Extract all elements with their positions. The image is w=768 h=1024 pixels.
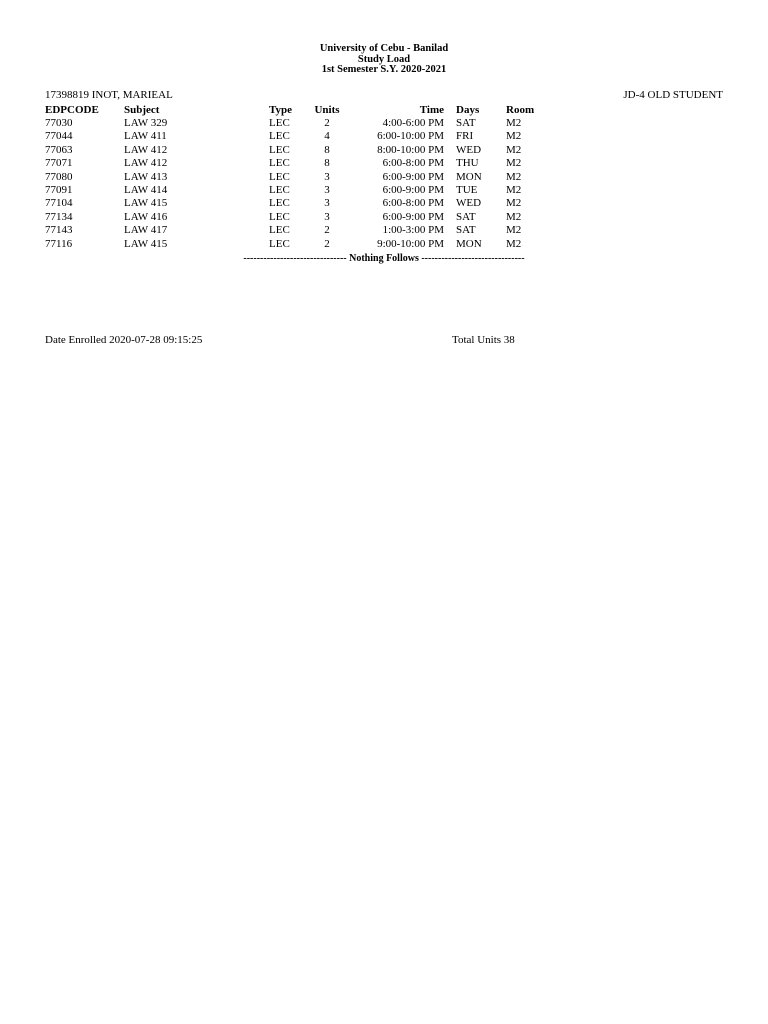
- cell-days: SAT: [456, 224, 476, 237]
- cell-gap: [444, 144, 456, 157]
- cell-gap: [444, 197, 456, 210]
- table-row: [45, 157, 546, 170]
- cell-subject: LAW 412: [124, 157, 168, 170]
- cell-subject: LAW 412: [124, 143, 168, 156]
- cell-subject: LAW 417: [124, 224, 168, 237]
- cell-type: LEC: [269, 237, 290, 250]
- cell-units: 3: [324, 210, 330, 223]
- table-row: [45, 171, 546, 184]
- cell-days: MON: [456, 237, 482, 250]
- cell-units: 2: [324, 117, 330, 129]
- cell-subject: LAW 415: [124, 237, 168, 250]
- cell-edpcode: 77091: [45, 184, 73, 197]
- cell-time: 8:00-10:00 PM: [377, 143, 444, 156]
- cell-gap: [444, 157, 456, 170]
- cell-room: M2: [506, 224, 522, 237]
- header-units: Units: [314, 104, 340, 116]
- cell-edpcode: 77143: [45, 224, 73, 237]
- cell-room: M2: [506, 143, 522, 156]
- cell-edpcode: 77030: [45, 117, 73, 129]
- header-days: Days: [456, 104, 480, 116]
- cell-gap: [444, 117, 456, 130]
- cell-gap: [444, 211, 456, 224]
- cell-room: M2: [506, 130, 522, 143]
- student-status: JD-4 OLD STUDENT: [623, 89, 723, 101]
- header-subject: Subject: [124, 104, 160, 116]
- cell-units: 2: [324, 237, 330, 250]
- table-row: [45, 224, 546, 237]
- cell-type: LEC: [269, 157, 290, 170]
- cell-time: 1:00-3:00 PM: [382, 224, 444, 237]
- cell-gap: [444, 184, 456, 197]
- cell-type: LEC: [269, 184, 290, 197]
- cell-gap: [444, 224, 456, 237]
- cell-days: WED: [456, 143, 482, 156]
- cell-room: M2: [506, 237, 522, 250]
- total-units: Total Units 38: [452, 334, 515, 346]
- table-row: [45, 130, 546, 143]
- study-load-table: [45, 103, 546, 251]
- cell-subject: LAW 329: [124, 117, 168, 129]
- cell-room: M2: [506, 184, 522, 197]
- cell-gap: [444, 171, 456, 184]
- cell-type: LEC: [269, 197, 290, 210]
- cell-type: LEC: [269, 117, 290, 129]
- cell-time: 6:00-9:00 PM: [382, 170, 444, 183]
- cell-edpcode: 77071: [45, 157, 73, 170]
- table-row: [45, 184, 546, 197]
- nothing-follows-line: ------------------------------- Nothing Follows -------------------------------: [243, 253, 525, 264]
- table-row: [45, 144, 546, 157]
- cell-days: SAT: [456, 210, 476, 223]
- cell-gap: [444, 238, 456, 251]
- cell-days: THU: [456, 157, 479, 170]
- header-edpcode: EDPCODE: [45, 104, 99, 116]
- cell-type: LEC: [269, 224, 290, 237]
- cell-room: M2: [506, 197, 522, 210]
- cell-time: 6:00-9:00 PM: [382, 210, 444, 223]
- cell-time: 4:00-6:00 PM: [382, 117, 444, 129]
- cell-units: 4: [324, 130, 330, 143]
- cell-units: 3: [324, 197, 330, 210]
- table-row: [45, 117, 546, 130]
- cell-subject: LAW 411: [124, 130, 167, 143]
- cell-edpcode: 77044: [45, 130, 73, 143]
- cell-edpcode: 77134: [45, 210, 73, 223]
- table-row: [45, 238, 546, 251]
- cell-time: 9:00-10:00 PM: [377, 237, 444, 250]
- document-title: Study Load: [357, 53, 411, 65]
- document-header: [0, 44, 768, 76]
- table-header-row: [45, 103, 546, 117]
- cell-edpcode: 77063: [45, 143, 73, 156]
- header-room: Room: [506, 104, 535, 116]
- table-row: [45, 197, 546, 210]
- cell-days: FRI: [456, 130, 474, 143]
- cell-time: 6:00-9:00 PM: [382, 184, 444, 197]
- university-name: University of Cebu - Banilad: [319, 43, 449, 54]
- cell-type: LEC: [269, 210, 290, 223]
- cell-days: WED: [456, 197, 482, 210]
- cell-subject: LAW 414: [124, 184, 168, 197]
- cell-gap: [444, 130, 456, 143]
- cell-units: 3: [324, 184, 330, 197]
- cell-days: SAT: [456, 117, 476, 129]
- cell-type: LEC: [269, 170, 290, 183]
- table-body: [45, 117, 546, 251]
- cell-subject: LAW 416: [124, 210, 168, 223]
- cell-room: M2: [506, 117, 522, 129]
- cell-time: 6:00-8:00 PM: [382, 197, 444, 210]
- cell-units: 3: [324, 170, 330, 183]
- header-type: Type: [269, 104, 293, 116]
- cell-type: LEC: [269, 130, 290, 143]
- cell-days: TUE: [456, 184, 478, 197]
- cell-type: LEC: [269, 143, 290, 156]
- table-row: [45, 211, 546, 224]
- cell-edpcode: 77116: [45, 237, 73, 250]
- cell-days: MON: [456, 170, 482, 183]
- header-gap: [444, 103, 456, 117]
- header-time: Time: [419, 104, 444, 116]
- date-enrolled: Date Enrolled 2020-07-28 09:15:25: [45, 334, 203, 346]
- semester-label: 1st Semester S.Y. 2020-2021: [321, 64, 447, 75]
- cell-units: 8: [324, 143, 330, 156]
- cell-edpcode: 77104: [45, 197, 73, 210]
- cell-edpcode: 77080: [45, 170, 73, 183]
- cell-subject: LAW 413: [124, 170, 168, 183]
- cell-room: M2: [506, 170, 522, 183]
- cell-time: 6:00-8:00 PM: [382, 157, 444, 170]
- cell-room: M2: [506, 157, 522, 170]
- cell-subject: LAW 415: [124, 197, 168, 210]
- cell-room: M2: [506, 210, 522, 223]
- cell-units: 2: [324, 224, 330, 237]
- cell-time: 6:00-10:00 PM: [377, 130, 444, 143]
- cell-units: 8: [324, 157, 330, 170]
- student-info: [45, 89, 723, 102]
- student-id-name: 17398819 INOT, MARIEAL: [45, 89, 173, 101]
